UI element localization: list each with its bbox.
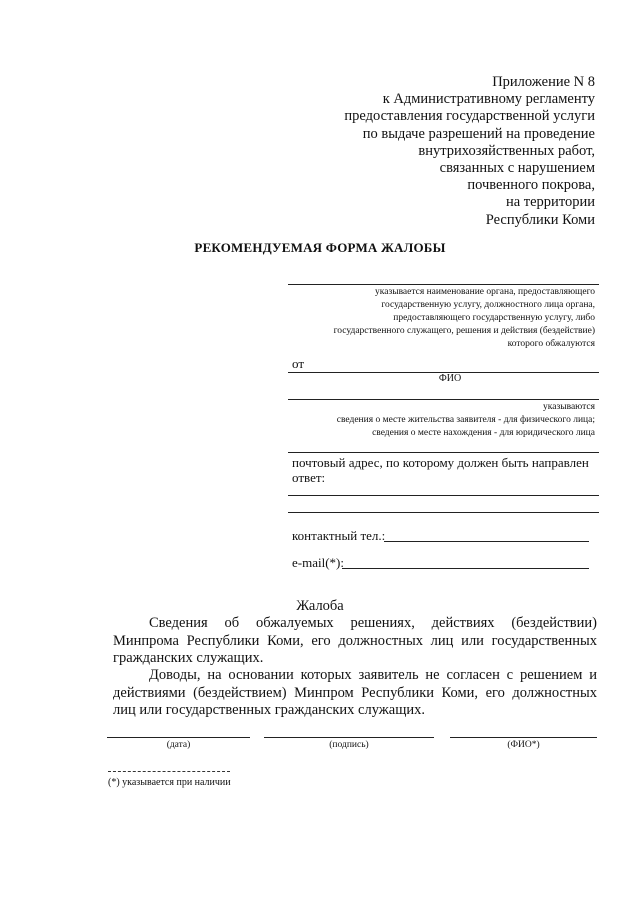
organ-name-line[interactable] [288, 284, 599, 285]
postal-line-1[interactable] [288, 495, 599, 496]
complaint-paragraph-2: Доводы, на основании которых заявитель не согласен с решением и действиями (бездействием) Минпром Республики Коми, его должностных лиц или государственных гражданских служащих. [113, 667, 597, 718]
date-caption: (дата) [166, 740, 191, 750]
organ-note-line-1: указывается наименование органа, предоставляющего [375, 287, 595, 297]
fio-caption: ФИО [438, 373, 462, 384]
phone-line[interactable] [384, 541, 589, 542]
address-note-line-3: сведения о месте нахождения - для юридического лица [372, 428, 595, 438]
header-line-7: почвенного покрова, [467, 177, 595, 194]
header-line-1: Приложение N 8 [492, 74, 595, 90]
form-title: РЕКОМЕНДУЕМАЯ ФОРМА ЖАЛОБЫ [194, 240, 446, 255]
address-note-line-1: указываются [543, 402, 595, 412]
footnote: (*) указывается при наличии [108, 777, 231, 788]
header-line-2: к Административному регламенту [382, 91, 595, 108]
appendix-header [344, 74, 595, 229]
address-line[interactable] [288, 399, 599, 400]
postal-line-2[interactable] [288, 512, 599, 513]
organ-note-line-5: которого обжалуются [507, 339, 595, 349]
signature-line[interactable] [264, 737, 434, 738]
header-line-3: предоставления государственной услуги [344, 108, 595, 125]
header-line-4: по выдаче разрешений на проведение [362, 125, 595, 142]
complaint-heading: Жалоба [296, 598, 344, 614]
postal-label: почтовый адрес, по которому должен быть направлен ответ: [292, 455, 589, 485]
organ-note-line-3: предоставляющего государственную услугу, либо [393, 313, 595, 323]
signature-caption: (подпись) [329, 740, 369, 750]
complaint-paragraph-1: Сведения об обжалуемых решениях, действиях (бездействии) Минпрома Республики Коми, его должностных лиц или государственных гражданских служащих. [113, 615, 597, 666]
from-label: от [292, 356, 305, 371]
organ-note-line-4: государственного служащего, решения и действия (бездействие) [333, 326, 595, 336]
phone-label: контактный тел.: [292, 528, 386, 543]
postal-top-line [288, 452, 599, 453]
date-line[interactable] [107, 737, 250, 738]
header-line-5: внутрихозяйственных работ, [418, 142, 595, 159]
header-line-8: на территории [505, 194, 595, 211]
footnote-separator [108, 771, 230, 772]
organ-note-line-2: государственную услугу, должностного лица органа, [381, 300, 595, 310]
email-label: e-mail(*): [292, 555, 344, 570]
address-note-line-2: сведения о месте жительства заявителя - для физического лица; [336, 415, 595, 425]
address-note [275, 401, 595, 440]
header-line-9: Республики Коми [485, 211, 595, 228]
fio-star-caption: (ФИО*) [507, 740, 540, 750]
organ-note [275, 286, 595, 351]
email-line[interactable] [342, 568, 589, 569]
fio-line[interactable] [450, 737, 597, 738]
header-line-6: связанных с нарушением [439, 160, 595, 177]
